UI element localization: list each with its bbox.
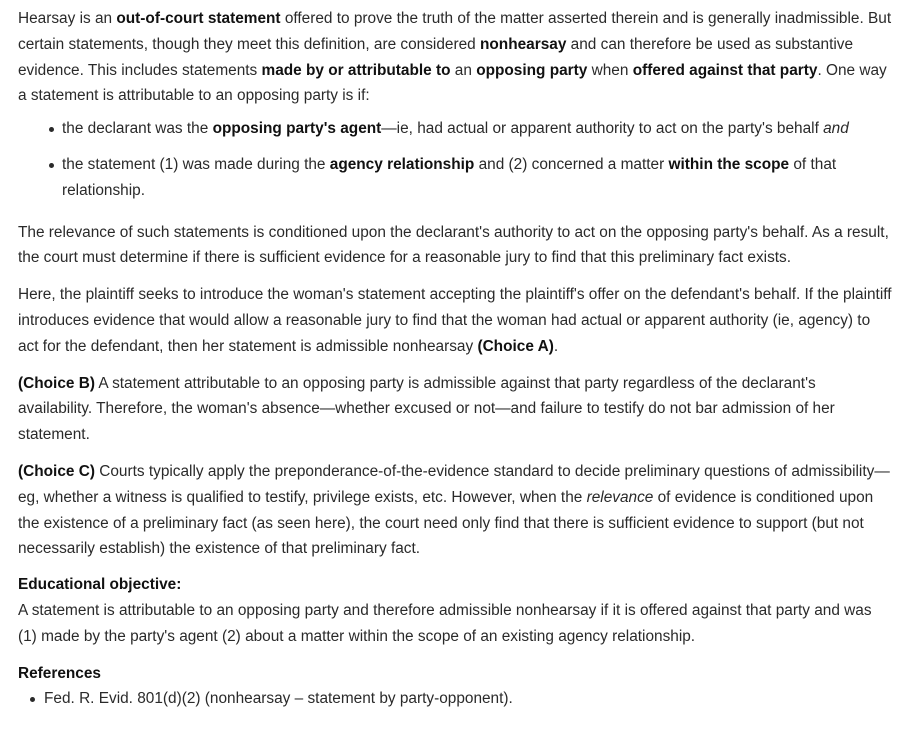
list-item-italic: and (823, 120, 849, 138)
choice-c-label: (Choice C) (18, 462, 95, 480)
intro-bold-term: opposing party (476, 61, 588, 79)
intro-text: Hearsay is an (18, 10, 117, 27)
choice-a-label: (Choice A) (477, 337, 554, 355)
list-item-bold: within the scope (668, 155, 790, 173)
list-item-text: the statement (1) was made during the (62, 155, 330, 173)
intro-bold-term: made by or attributable to (261, 61, 451, 79)
choice-c-text: of evidence is conditioned upon the existence of a preliminary fact (as seen here), the court need only find that there is sufficient evidence to support (but not necessarily establish) the existence of that preliminary fact. (18, 488, 874, 558)
intro-text: when (587, 61, 633, 79)
here-paragraph (18, 282, 893, 359)
intro-bold-term: offered against that party (632, 61, 818, 79)
choice-b-label: (Choice B) (18, 374, 95, 392)
intro-bold-term: out-of-court statement (116, 10, 281, 27)
here-text: . (553, 337, 559, 355)
list-item-text: the declarant was the (62, 120, 213, 138)
list-item (62, 152, 893, 204)
list-item-text: of that relationship. (62, 155, 837, 199)
intro-text: and can therefore be used as substantive evidence. This includes statements (18, 35, 854, 79)
references-heading: References (18, 664, 101, 682)
intro-paragraph (18, 6, 893, 109)
objective-text: A statement is attributable to an opposing party and therefore admissible nonhearsay if it is offered against that party and was (1) made by the party's agent (2) about a matter within the scope of an existing agency relationship. (18, 601, 872, 645)
reference-item[interactable]: Fed. R. Evid. 801(d)(2) (nonhearsay – statement by party-opponent). (44, 686, 893, 712)
intro-text: offered to prove the truth of the matter asserted therein and is generally inadmissible. But certain statements, though they meet this definition, are considered (18, 10, 892, 53)
choice-c-italic: relevance (586, 488, 654, 506)
references-list (18, 686, 893, 712)
list-item-text: and (2) concerned a matter (474, 155, 669, 173)
list-item-bold: opposing party's agent (212, 120, 382, 138)
choice-c-paragraph (18, 459, 893, 562)
here-text: Here, the plaintiff seeks to introduce the woman's statement accepting the plaintiff's offer on the defendant's behalf. If the plaintiff introduces evidence that would allow a reasonable jury to find that the woman had actual or apparent authority (ie, agency) to act for the defendant, then her statement is admissible nonhearsay (18, 286, 892, 355)
list-item-text: —ie, had actual or apparent authority to act on the party's behalf (381, 120, 824, 138)
relevance-paragraph: The relevance of such statements is conditioned upon the declarant's authority to act on the opposing party's behalf. As a result, the court must determine if there is sufficient evidence for a reasonable jury to find that this preliminary fact exists. (18, 223, 889, 267)
choice-b-paragraph (18, 371, 893, 448)
choice-b-text: A statement attributable to an opposing party is admissible against that party regardless of the declarant's availability. Therefore, the woman's absence—whether excused or not—and failure to testify do not bar admission of her statement. (18, 374, 835, 444)
list-item-bold: agency relationship (329, 155, 475, 173)
intro-text: . One way a statement is attributable to an opposing party is if: (18, 61, 887, 105)
intro-text: an (450, 61, 477, 79)
condition-list (18, 116, 893, 203)
intro-bold-term: nonhearsay (479, 35, 567, 53)
choice-c-text: Courts typically apply the preponderance-of-the-evidence standard to decide preliminary questions of admissibility—eg, whether a witness is qualified to testify, privilege exists, etc. However, when the (18, 462, 890, 506)
list-item (62, 116, 893, 142)
objective-heading: Educational objective: (18, 576, 182, 594)
